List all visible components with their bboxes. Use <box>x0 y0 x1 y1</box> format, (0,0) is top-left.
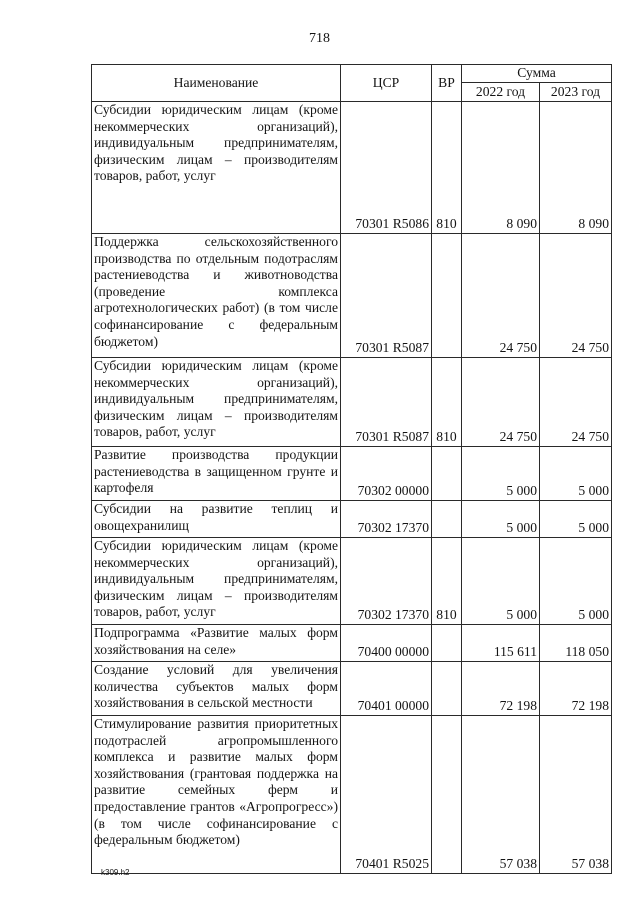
table-row <box>92 447 612 501</box>
row-vr <box>432 662 462 716</box>
row-sum-2023: 24 750 <box>540 234 612 358</box>
table-row <box>92 662 612 716</box>
table-header-row <box>92 65 612 83</box>
row-sum-2023: 8 090 <box>540 102 612 234</box>
budget-table <box>91 64 612 874</box>
row-sum-2022: 72 198 <box>462 662 540 716</box>
header-sum: Сумма <box>462 65 612 83</box>
page-number: 718 <box>309 31 330 46</box>
row-name: Субсидии юридическим лицам (кроме некоммерческих организаций), индивидуальным предпринимателям, физическим лицам – производителям товаров, работ, услуг <box>92 358 341 447</box>
row-vr <box>432 625 462 662</box>
row-vr: 810 <box>432 538 462 625</box>
row-sum-2023: 57 038 <box>540 716 612 874</box>
document-code: k309.h2 <box>101 868 130 877</box>
header-csr: ЦСР <box>341 65 432 102</box>
row-name: Создание условий для увеличения количества субъектов малых форм хозяйствования в сельской местности <box>92 662 341 716</box>
row-name: Поддержка сельскохозяйственного производства по отдельным подотраслям растениеводства и животноводства (проведение комплекса агротехнологических работ) (в том числе софинансирование с федеральным бюджетом) <box>92 234 341 358</box>
row-vr <box>432 447 462 501</box>
row-sum-2023: 118 050 <box>540 625 612 662</box>
row-sum-2022: 8 090 <box>462 102 540 234</box>
row-sum-2022: 24 750 <box>462 234 540 358</box>
row-vr <box>432 234 462 358</box>
header-year-2023: 2023 год <box>540 83 612 102</box>
row-csr: 70301 R5087 <box>341 358 432 447</box>
table-row <box>92 358 612 447</box>
row-vr <box>432 716 462 874</box>
row-sum-2022: 5 000 <box>462 447 540 501</box>
header-vr: ВР <box>432 65 462 102</box>
row-vr: 810 <box>432 102 462 234</box>
table-row <box>92 538 612 625</box>
row-sum-2022: 57 038 <box>462 716 540 874</box>
row-csr: 70401 00000 <box>341 662 432 716</box>
row-sum-2022: 115 611 <box>462 625 540 662</box>
row-name: Субсидии юридическим лицам (кроме некоммерческих организаций), индивидуальным предпринимателям, физическим лицам – производителям товаров, работ, услуг <box>92 538 341 625</box>
row-vr: 810 <box>432 358 462 447</box>
row-csr: 70302 00000 <box>341 447 432 501</box>
row-csr: 70302 17370 <box>341 501 432 538</box>
table-row <box>92 234 612 358</box>
row-name: Стимулирование развития приоритетных подотраслей агропромышленного комплекса и развитие малых форм хозяйствования (грантовая поддержка на развитие семейных ферм и предоставление грантов «Агропрогресс») (в том числе софинансирование с федеральным бюджетом) <box>92 716 341 874</box>
row-csr: 70400 00000 <box>341 625 432 662</box>
row-sum-2022: 5 000 <box>462 538 540 625</box>
row-sum-2023: 5 000 <box>540 538 612 625</box>
table-row <box>92 625 612 662</box>
row-sum-2023: 5 000 <box>540 447 612 501</box>
row-vr <box>432 501 462 538</box>
row-name: Развитие производства продукции растениеводства в защищенном грунте и картофеля <box>92 447 341 501</box>
header-year-2022: 2022 год <box>462 83 540 102</box>
header-name: Наименование <box>92 65 341 102</box>
row-csr: 70302 17370 <box>341 538 432 625</box>
row-csr: 70301 R5086 <box>341 102 432 234</box>
row-name: Субсидии юридическим лицам (кроме некоммерческих организаций), индивидуальным предпринимателям, физическим лицам – производителям товаров, работ, услуг <box>92 102 341 234</box>
row-sum-2022: 5 000 <box>462 501 540 538</box>
row-sum-2023: 5 000 <box>540 501 612 538</box>
table-row <box>92 501 612 538</box>
row-name: Субсидии на развитие теплиц и овощехранилищ <box>92 501 341 538</box>
row-csr: 70401 R5025 <box>341 716 432 874</box>
row-csr: 70301 R5087 <box>341 234 432 358</box>
table-row <box>92 716 612 874</box>
row-sum-2023: 72 198 <box>540 662 612 716</box>
table-row <box>92 102 612 234</box>
row-name: Подпрограмма «Развитие малых форм хозяйствования на селе» <box>92 625 341 662</box>
row-sum-2022: 24 750 <box>462 358 540 447</box>
row-sum-2023: 24 750 <box>540 358 612 447</box>
